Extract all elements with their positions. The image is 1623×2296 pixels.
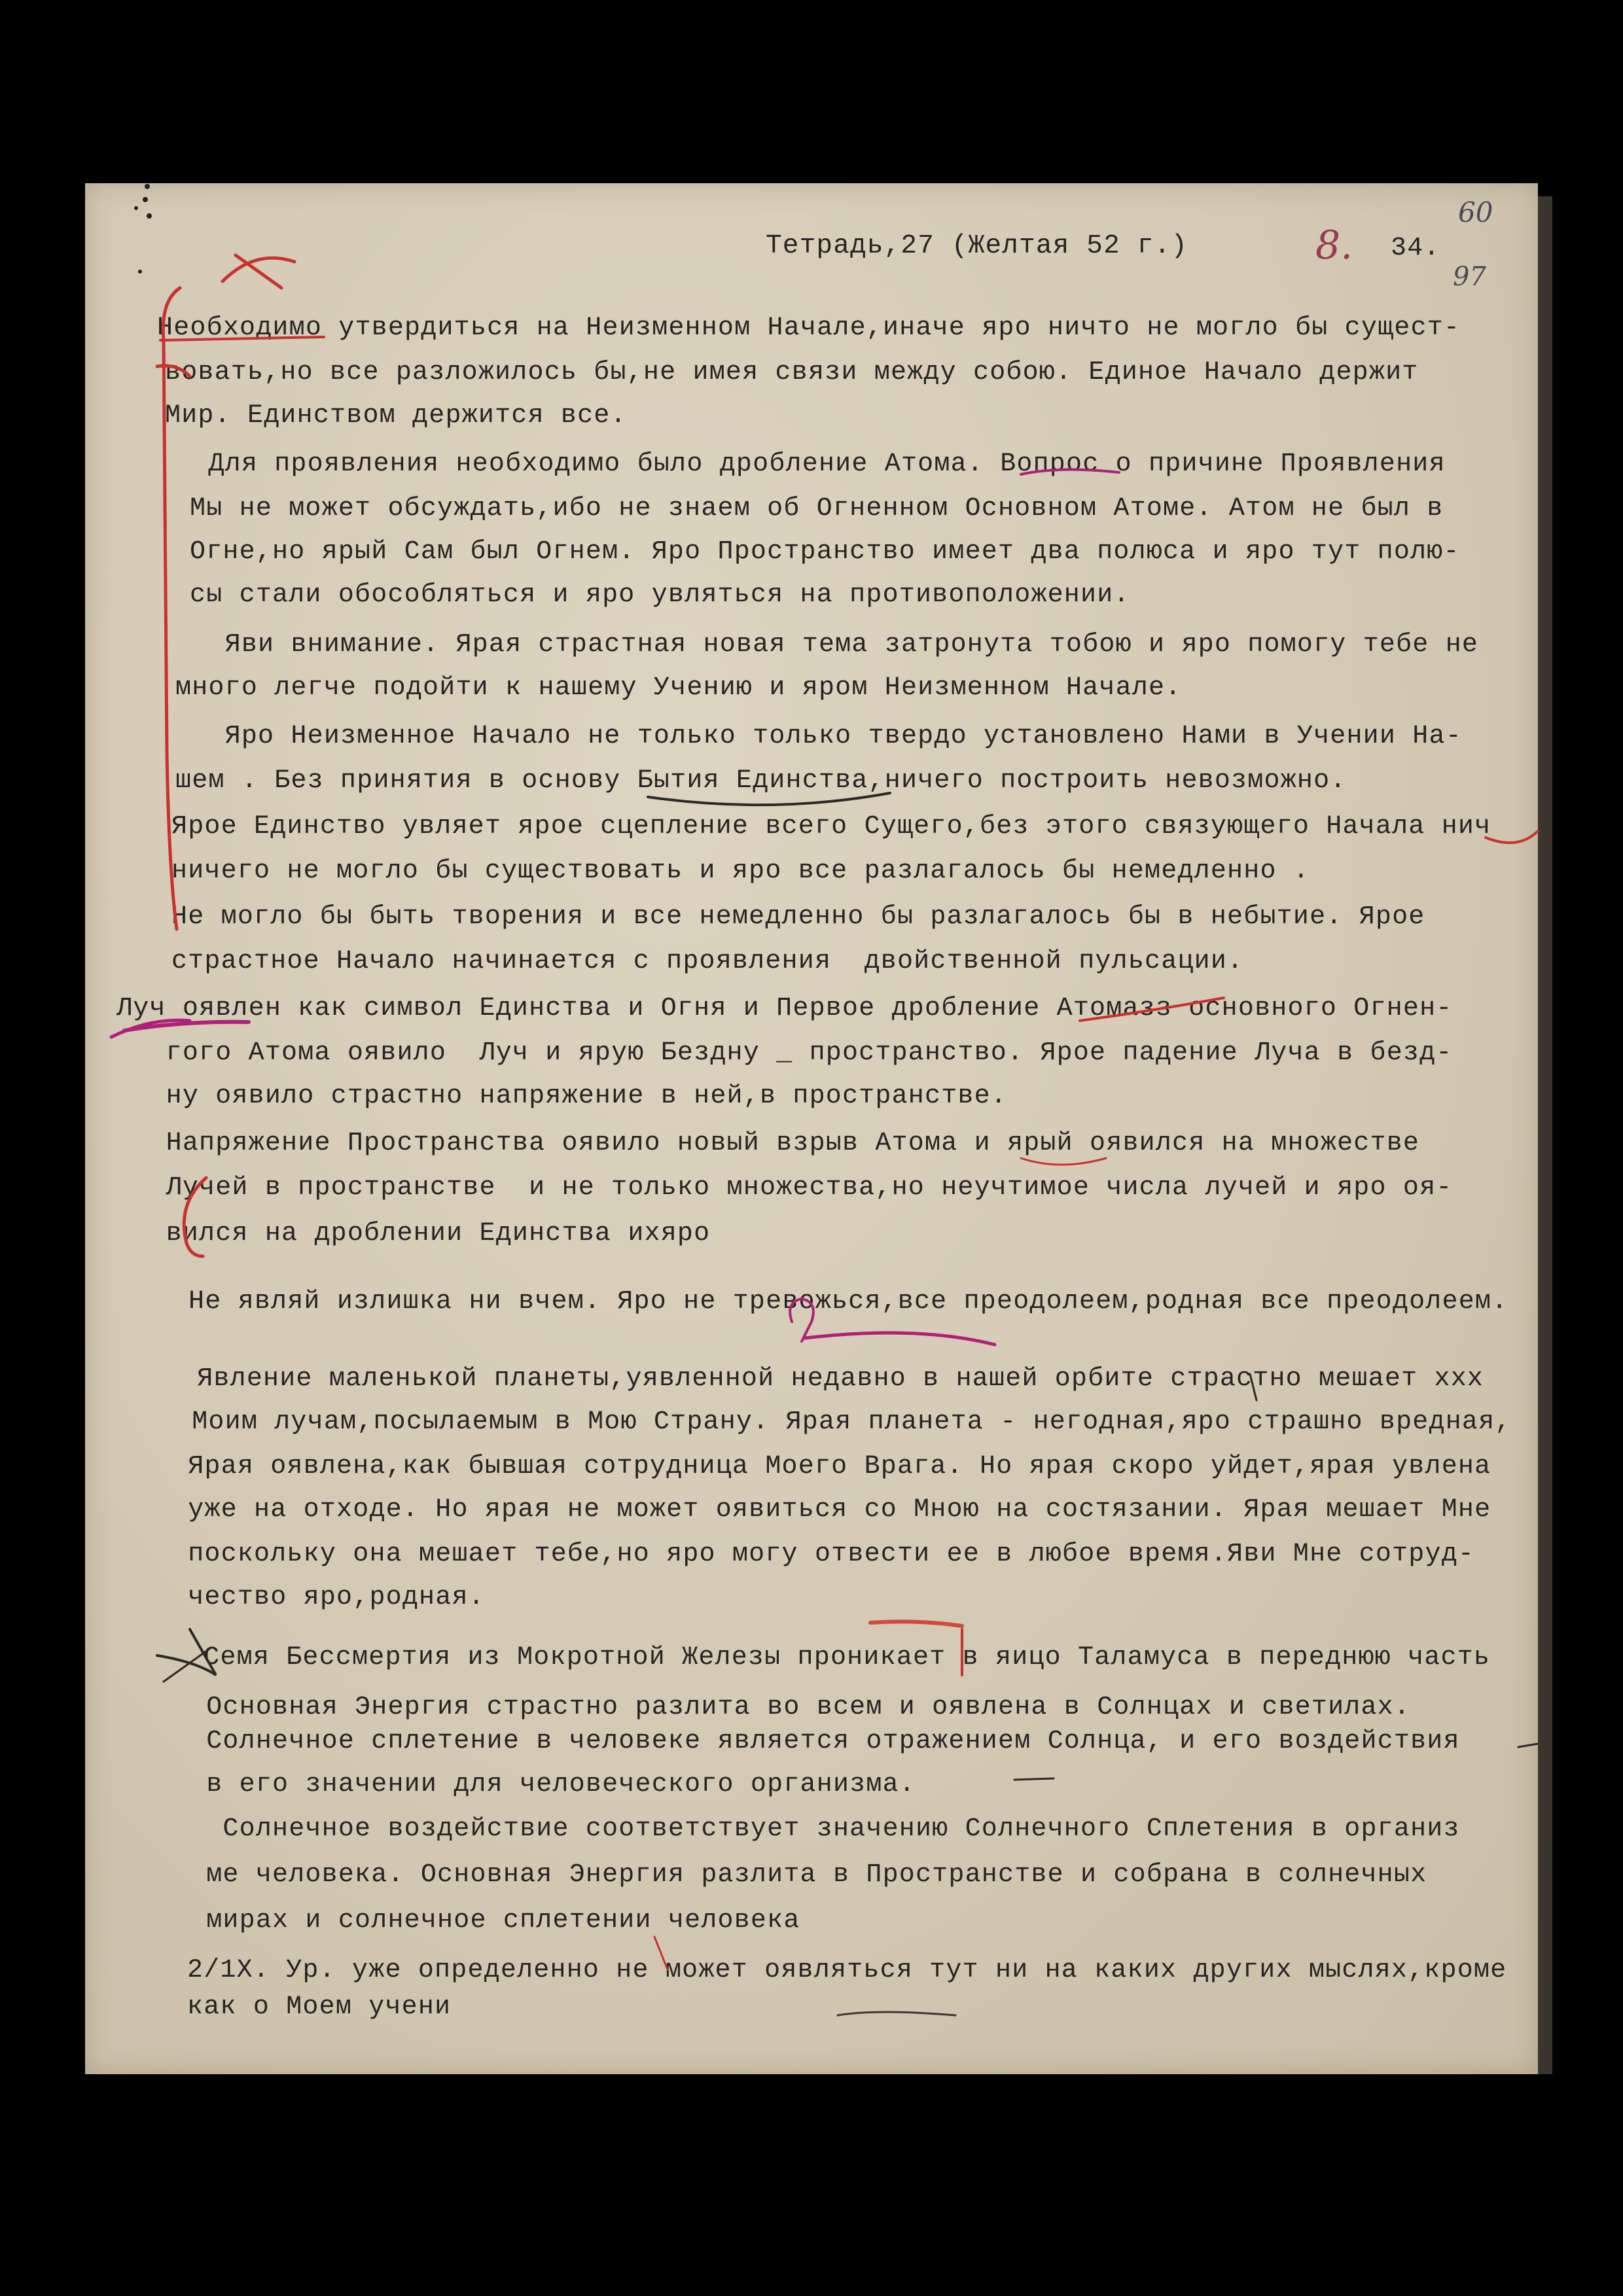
text-line: чество яро,родная. [171, 1583, 485, 1612]
text-line: Луч оявлен как символ Единства и Огня и Первое дробление Атомазз основного Огнен- [116, 994, 1453, 1023]
handwritten-folio-top: 60 [1458, 196, 1493, 228]
text-line: шем . Без принятия в основу Бытия Единства,ничего построить невозможно. [175, 766, 1347, 796]
text-line: страстное Начало начинается с проявления двойственной пульсации. [171, 947, 1244, 976]
text-line: Лучей в пространстве и не только множества,но неучтимое числа лучей и яро оя- [116, 1173, 1453, 1203]
text-line: ну оявило страстно напряжение в ней,в пространстве. [116, 1082, 1008, 1111]
text-line: Солнечное воздействие соответствует значению Солнечного Сплетения в организ [190, 1814, 1460, 1844]
text-line: уже на отходе. Но ярая не может оявиться со Мною на состязании. Ярая мешает Мне [171, 1495, 1491, 1525]
text-line: вился на дроблении Единства ихяро [116, 1219, 711, 1248]
text-line: Не являй излишка ни вчем. Яро не тревожься,все преодолеем,родная все преодолеем. [188, 1287, 1508, 1316]
text-line: много легче подойти к нашему Учению и яром Неизменном Начале. [175, 673, 1182, 703]
handwritten-folio-bottom: 97 [1453, 262, 1486, 292]
text-line: мирах и солнечное сплетении человека [190, 1906, 800, 1935]
text-line: вовать,но все разложилось бы,не имея связи между собою. Единое Начало держит [165, 358, 1419, 387]
text-line: Не могло бы быть творения и все немедленно бы разлагалось бы в небытие. Ярое [171, 902, 1425, 932]
text-line: Ярое Единство увляет ярое сцепление всего Сущего,без этого связующего Начала нич [171, 812, 1491, 841]
text-line: как о Моем учени [187, 1992, 452, 2022]
text-line: Семя Бессмертия из Мокротной Железы проникает в яицо Таламуса в переднюю часть [187, 1643, 1491, 1672]
text-line: Необходимо утвердиться на Неизменном Начале,иначе яро ничто не могло бы сущест- [157, 313, 1461, 343]
text-line: сы стали обособляться и яро увляться на противоположении. [190, 580, 1130, 610]
page-number: 34. [1391, 234, 1440, 263]
text-line: Моим лучам,посылаемым в Мою Страну. Ярая планета - негодная,яро страшно вредная, [175, 1407, 1512, 1437]
text-line: 2/1Х. Ур. уже определенно не может оявляться тут ни на каких других мыслях,кроме [187, 1956, 1507, 1985]
text-line: Для проявления необходимо было дробление Атома. Вопрос о причине Проявления [175, 450, 1446, 479]
text-line: ме человека. Основная Энергия разлита в Пространстве и собрана в солнечных [190, 1860, 1427, 1890]
text-line: Огне,но ярый Сам был Огнем. Яро Пространство имеет два полюса и яро тут полю- [190, 537, 1460, 567]
text-line: Напряжение Пространства оявило новый взрыв Атома и ярый оявился на множестве [116, 1129, 1420, 1158]
text-line: Ярая оявлена,как бывшая сотрудница Моего Врага. Но ярая скоро уйдет,ярая увлена [171, 1452, 1491, 1481]
text-line: Основная Энергия страстно разлита во всем и оявлена в Солнцах и светилах. [190, 1693, 1411, 1722]
text-line: Явление маленькой планеты,уявленной недавно в нашей орбите страстно мешает ххх [181, 1364, 1484, 1394]
text-line: поскольку она мешает тебе,но яро могу отвести ее в любое время.Яви Мне сотруд- [171, 1540, 1475, 1569]
text-line: Солнечное сплетение в человеке является отражением Солнца, и его воздействия [190, 1727, 1460, 1756]
text-line: Мы не может обсуждать,ибо не знаем об Огненном Основном Атоме. Атом не был в [190, 494, 1444, 523]
text-line: в его значении для человеческого организма. [190, 1770, 916, 1799]
page-edge-shadow [1538, 196, 1552, 2074]
text-line: ничего не могло бы существовать и яро все разлагалось бы немедленно . [171, 857, 1310, 886]
text-line: Яро Неизменное Начало не только только твердо установлено Нами в Учении На- [175, 722, 1462, 751]
page-header-title: Тетрадь,27 (Желтая 52 г.) [766, 231, 1188, 261]
text-line: Мир. Единством держится все. [165, 401, 627, 431]
text-line: гого Атома оявило Луч и ярую Бездну _ пространство. Ярое падение Луча в безд- [116, 1038, 1453, 1068]
handwritten-mark-a: 8. [1315, 222, 1353, 268]
text-line: Яви внимание. Ярая страстная новая тема затронута тобою и яро помогу тебе не [175, 630, 1479, 660]
